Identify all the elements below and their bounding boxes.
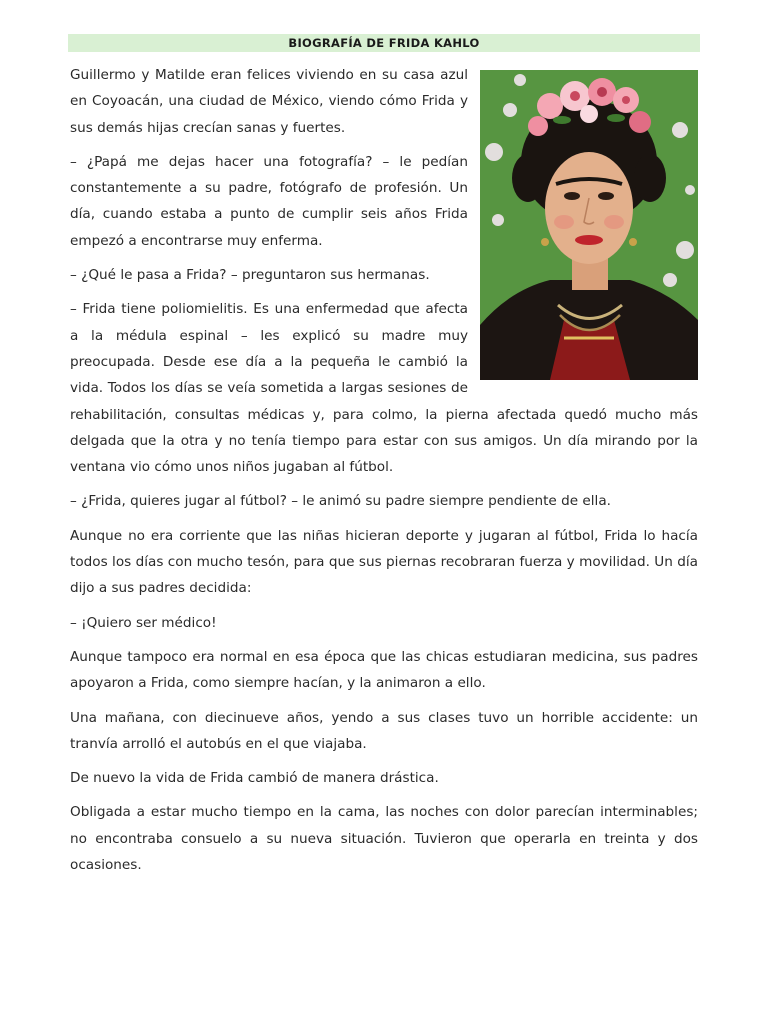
paragraph: – Frida tiene poliomielitis. Es una enfermedad que afecta a la médula espinal – les explicó su madre muy preocupada. Desde ese día a la pequeña le cambió la vida. Todos los días se veía sometida a largas sesiones de rehabilitación, consultas médicas y, para colmo, la pierna afectada quedó mucho más delgada que la otra y no tenía tiempo para estar con sus amigos. Un día mirando por la ventana vio cómo unos niños jugaban al fútbol.: [70, 301, 698, 476]
paragraph: – ¡Quiero ser médico!: [70, 614, 217, 631]
biography-text: [70, 62, 698, 886]
paragraph: – ¿Qué le pasa a Frida? – preguntaron sus hermanas.: [70, 267, 430, 284]
paragraph: Obligada a estar mucho tiempo en la cama, las noches con dolor parecían interminables; no encontraba consuelo a su nueva situación. Tuvieron que operarla en treinta y dos ocasiones.: [70, 804, 698, 874]
paragraph: Aunque no era corriente que las niñas hicieran deporte y jugaran al fútbol, Frida lo hacía todos los días con mucho tesón, para que sus piernas recobraran fuerza y movilidad. Un día dijo a sus padres decidida:: [70, 527, 698, 597]
paragraph: – ¿Frida, quieres jugar al fútbol? – le animó su padre siempre pendiente de ella.: [70, 493, 611, 510]
paragraph: Guillermo y Matilde eran felices viviendo en su casa azul en Coyoacán, una ciudad de México, viendo cómo Frida y sus demás hijas crecían sanas y fuertes.: [70, 67, 468, 136]
document-title: BIOGRAFÍA DE FRIDA KAHLO: [68, 34, 700, 52]
paragraph: Una mañana, con diecinueve años, yendo a sus clases tuvo un horrible accidente: un tranvía arrolló el autobús en el que viajaba.: [70, 709, 698, 752]
paragraph: Aunque tampoco era normal en esa época que las chicas estudiaran medicina, sus padres apoyaron a Frida, como siempre hacían, y la animaron a ello.: [70, 648, 698, 692]
paragraph: De nuevo la vida de Frida cambió de manera drástica.: [70, 770, 439, 787]
portrait-photo: [480, 70, 698, 380]
paragraph: – ¿Papá me dejas hacer una fotografía? – le pedían constantemente a su padre, fotógrafo de profesión. Un día, cuando estaba a punto de cumplir seis años Frida empezó a encontrarse muy enferma.: [70, 153, 468, 249]
